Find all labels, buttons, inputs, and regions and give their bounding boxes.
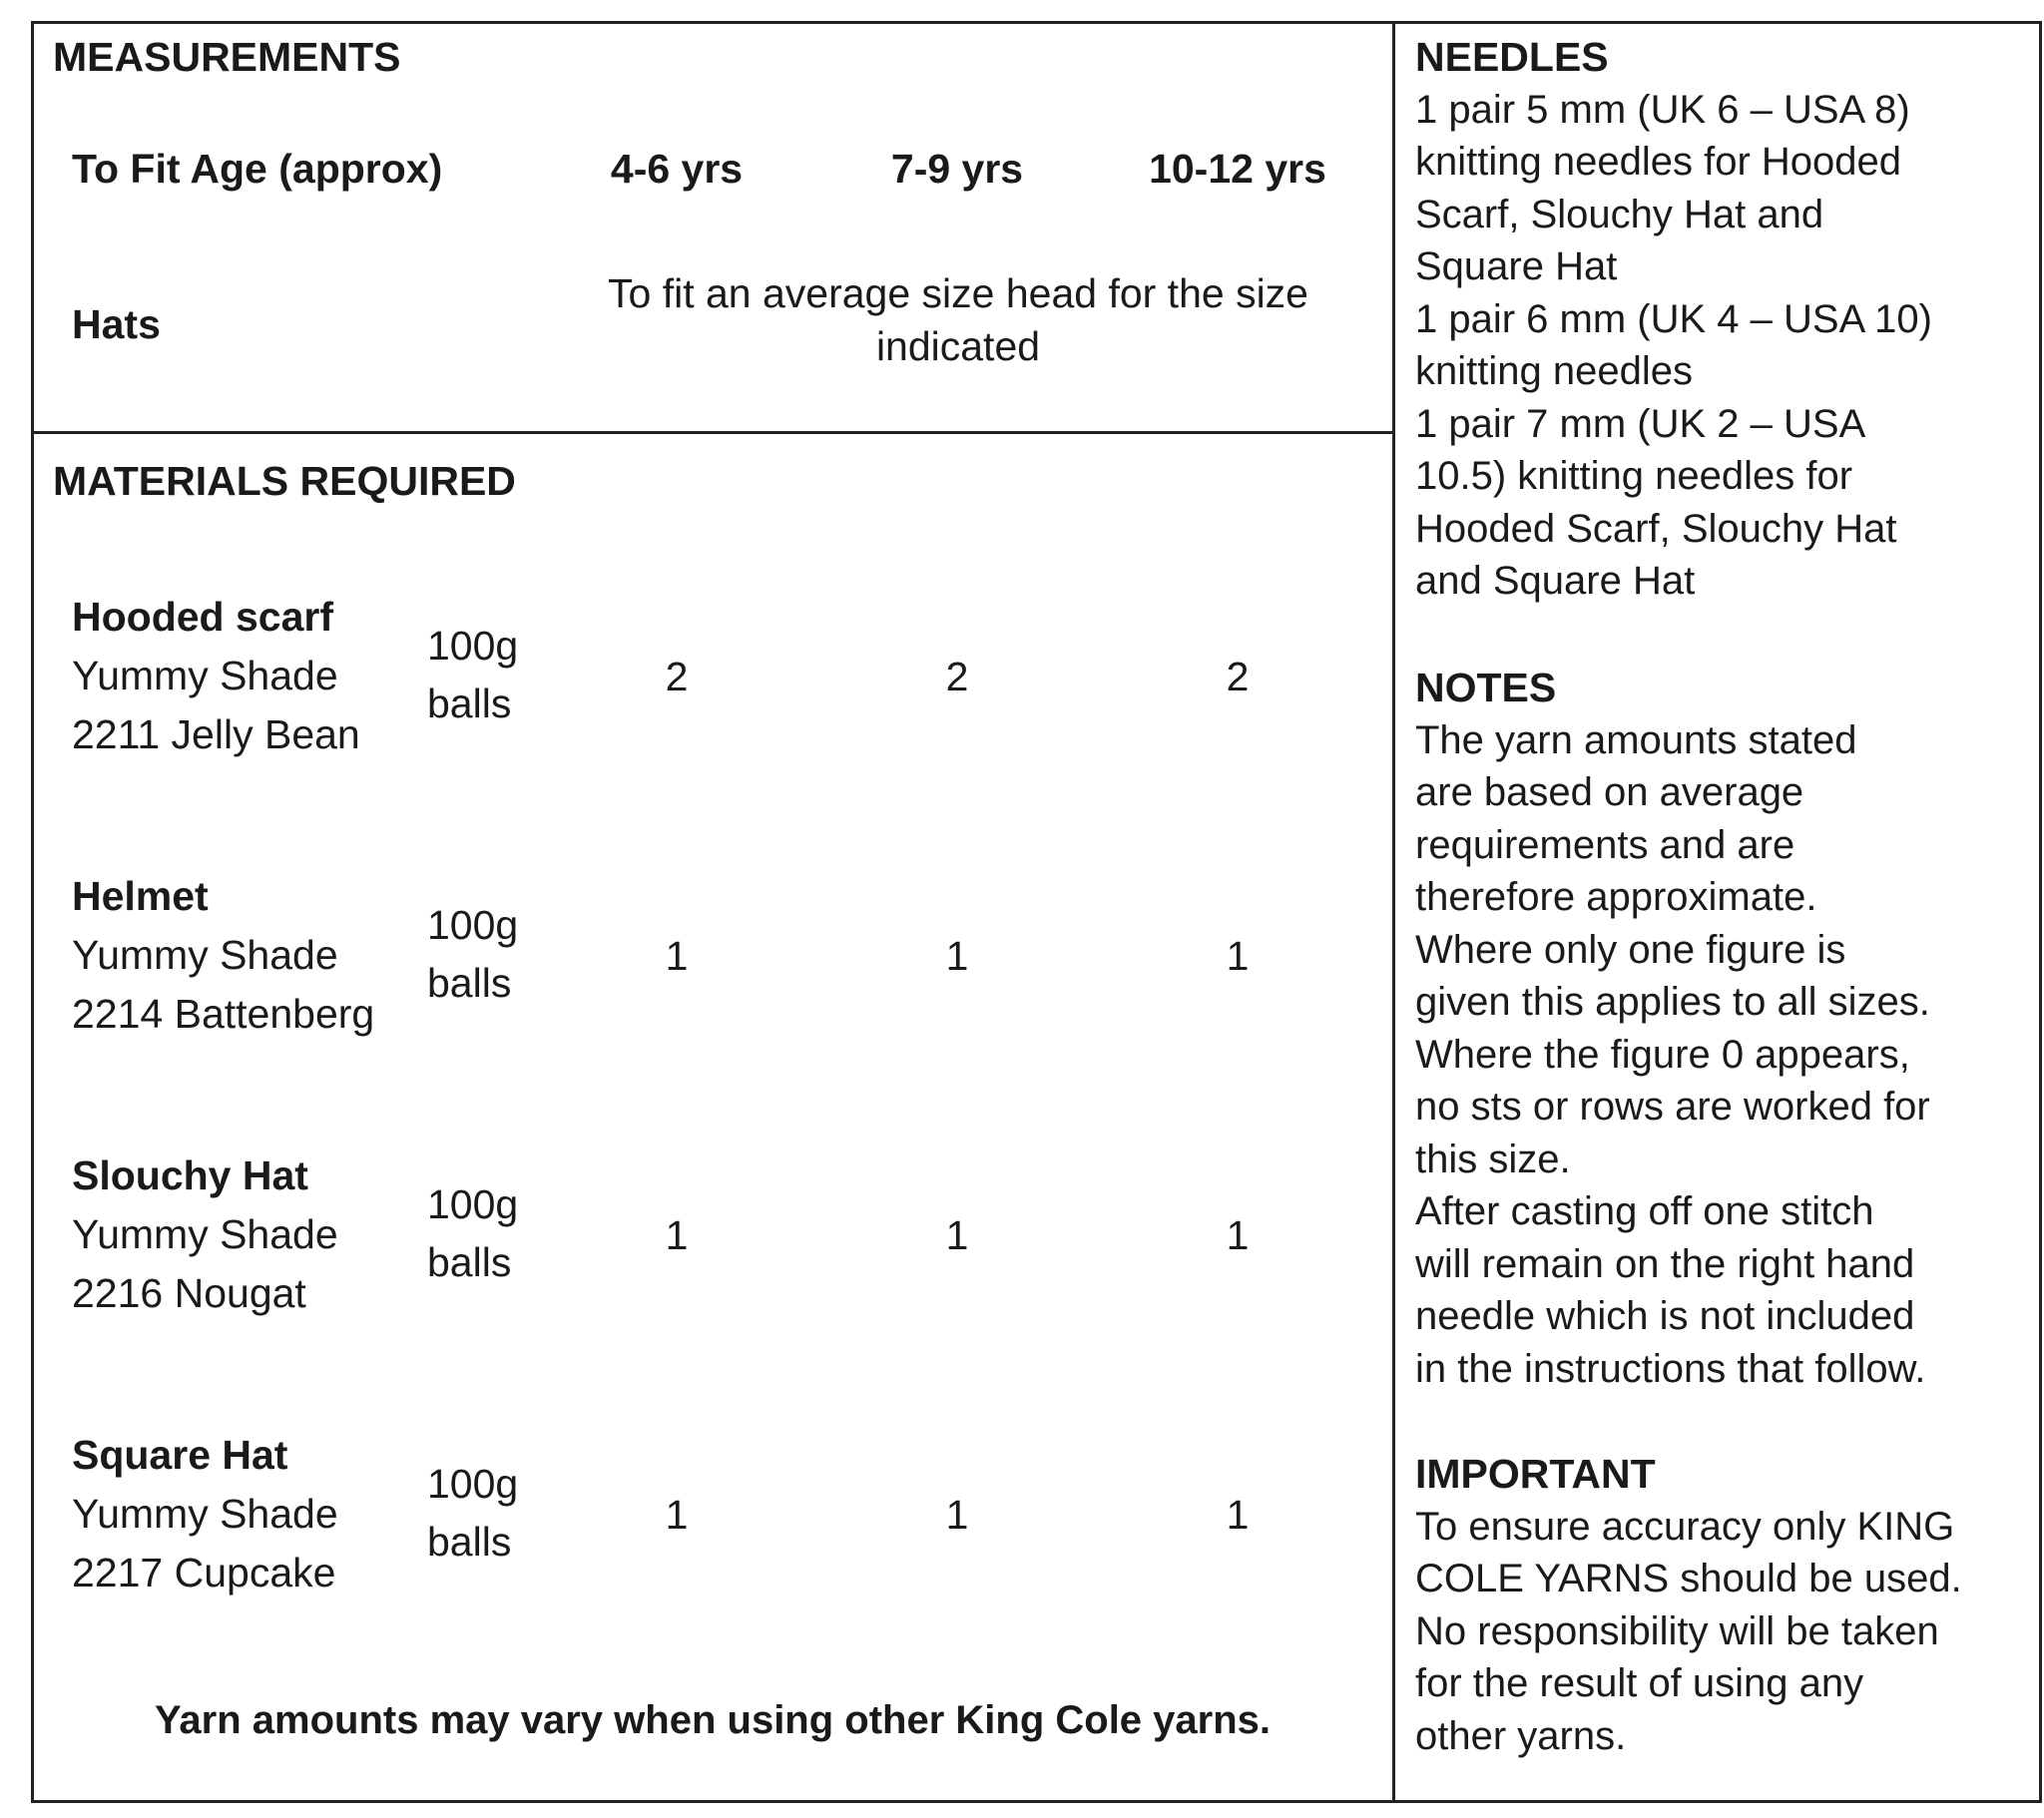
- qty-size-2: 1: [945, 1492, 969, 1538]
- materials-heading: MATERIALS REQUIRED: [53, 458, 516, 504]
- unit-weight: 100g: [427, 623, 519, 669]
- qty-size-3: 1: [1226, 933, 1250, 979]
- hats-label: Hats: [72, 301, 161, 347]
- measurements-heading: MEASUREMENTS: [53, 34, 401, 80]
- item-shade: 2214 Battenberg: [72, 991, 375, 1037]
- item-unit: [427, 617, 518, 732]
- unit-type: balls: [427, 1519, 512, 1565]
- section-divider: [31, 431, 1394, 434]
- item-shade: 2211 Jelly Bean: [72, 711, 360, 757]
- item-unit: [427, 1175, 518, 1291]
- needles-heading: NEEDLES: [1415, 34, 1609, 80]
- size-header-1: 4-6 yrs: [610, 146, 744, 192]
- material-item: [72, 588, 431, 764]
- item-unit: [427, 1455, 518, 1571]
- qty-size-2: 1: [945, 933, 969, 979]
- size-header-3: 10-12 yrs: [1149, 146, 1326, 192]
- size-header-2: 7-9 yrs: [890, 146, 1024, 192]
- unit-type: balls: [427, 960, 512, 1006]
- column-divider: [1392, 21, 1395, 1803]
- notes-section: [1415, 662, 2034, 1395]
- qty-size-3: 1: [1226, 1212, 1250, 1258]
- important-section: [1415, 1448, 2034, 1762]
- age-label: To Fit Age (approx): [72, 146, 443, 192]
- item-yarn: Yummy Shade: [72, 653, 338, 698]
- unit-weight: 100g: [427, 1181, 519, 1227]
- item-yarn: Yummy Shade: [72, 1491, 338, 1537]
- unit-weight: 100g: [427, 902, 519, 948]
- qty-size-1: 1: [665, 1212, 689, 1258]
- hats-fit-text: To fit an average size head for the size indicated: [608, 270, 1308, 369]
- yarn-footnote: Yarn amounts may vary when using other King Cole yarns.: [154, 1698, 1272, 1742]
- item-yarn: Yummy Shade: [72, 1211, 338, 1257]
- unit-weight: 100g: [427, 1461, 519, 1507]
- notes-text: The yarn amounts stated are based on average requirements and are therefore approximate. Where only one figure is given this applies to all sizes. Where the figure 0 appears, no sts or rows are worked for this size. After casting off one stitch will remain on the right hand needle which is not included in the instructions that follow.: [1415, 717, 1930, 1391]
- item-shade: 2217 Cupcake: [72, 1550, 336, 1595]
- qty-size-3: 2: [1226, 654, 1250, 699]
- item-shade: 2216 Nougat: [72, 1270, 306, 1316]
- item-name: Square Hat: [72, 1432, 288, 1478]
- qty-size-1: 2: [665, 654, 689, 699]
- qty-size-1: 1: [665, 1492, 689, 1538]
- important-text: To ensure accuracy only KING COLE YARNS should be used. No responsibility will be taken for the result of using any other yarns.: [1415, 1504, 1962, 1758]
- material-item: [72, 1426, 431, 1602]
- item-name: Helmet: [72, 873, 209, 919]
- qty-size-3: 1: [1226, 1492, 1250, 1538]
- material-item: [72, 867, 431, 1044]
- unit-type: balls: [427, 681, 512, 726]
- material-item: [72, 1146, 431, 1323]
- item-name: Slouchy Hat: [72, 1152, 308, 1198]
- qty-size-2: 1: [945, 1212, 969, 1258]
- notes-heading: NOTES: [1415, 665, 1557, 710]
- qty-size-1: 1: [665, 933, 689, 979]
- unit-type: balls: [427, 1239, 512, 1285]
- needles-text: 1 pair 5 mm (UK 6 – USA 8) knitting needles for Hooded Scarf, Slouchy Hat and Square Hat 1 pair 6 mm (UK 4 – USA 10) knitting needles 1 pair 7 mm (UK 2 – USA 10.5) knitting needles for Hooded Scarf, Slouchy Hat and Square Hat: [1415, 87, 1932, 603]
- qty-size-2: 2: [945, 654, 969, 699]
- item-name: Hooded scarf: [72, 594, 333, 640]
- item-yarn: Yummy Shade: [72, 932, 338, 978]
- needles-section: [1415, 31, 2034, 608]
- important-heading: IMPORTANT: [1415, 1451, 1656, 1497]
- item-unit: [427, 896, 518, 1012]
